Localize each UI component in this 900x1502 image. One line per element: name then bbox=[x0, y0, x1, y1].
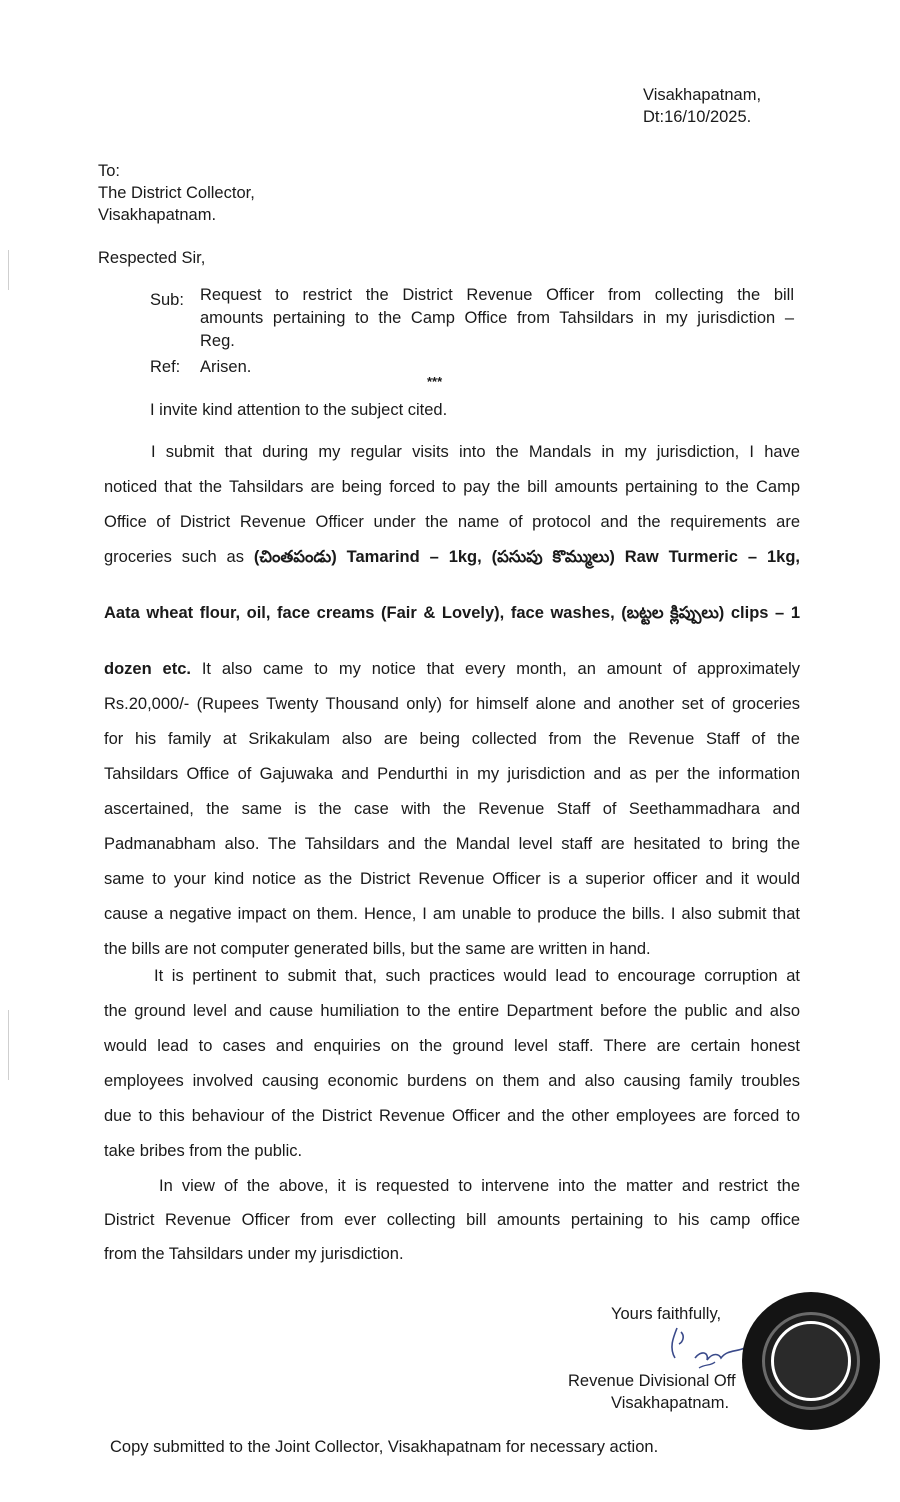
subject-line: amounts pertaining to the Camp Office from Tahsildars in my jurisdiction – bbox=[200, 309, 794, 327]
para-line: same to your kind notice as the District Revenue Officer is a superior officer and it would bbox=[104, 870, 800, 888]
para-line: Tahsildars Office of Gajuwaka and Pendurthi in my jurisdiction and as per the information bbox=[104, 765, 800, 783]
para-text: It also came to my notice that every month, an amount of approximately bbox=[190, 660, 800, 678]
para-line: for his family at Srikakulam also are being collected from the Revenue Staff of the bbox=[104, 730, 800, 748]
salutation: Respected Sir, bbox=[98, 249, 206, 267]
floating-circle-button[interactable] bbox=[742, 1292, 880, 1430]
separator-stars: *** bbox=[427, 374, 443, 389]
para-line: employees involved causing economic burdens on them and also causing family troubles bbox=[104, 1072, 800, 1090]
bold-text: Aata wheat flour, oil, face creams (Fair & Lovely), face washes, (బట్టల క్లిప్పులు) clips – 1 bbox=[104, 604, 800, 622]
bold-text: dozen etc. bbox=[104, 660, 191, 678]
letter-place: Visakhapatnam, bbox=[643, 86, 762, 104]
letter-date: Dt:16/10/2025. bbox=[643, 108, 752, 126]
address-recipient: The District Collector, bbox=[98, 184, 255, 202]
para-line: noticed that the Tahsildars are being forced to pay the bill amounts pertaining to the Camp bbox=[104, 478, 800, 496]
subject-text bbox=[200, 284, 794, 353]
copy-note: Copy submitted to the Joint Collector, Visakhapatnam for necessary action. bbox=[110, 1438, 659, 1456]
scan-mark bbox=[8, 250, 9, 290]
para-line: District Revenue Officer from ever collecting bill amounts pertaining to his camp office bbox=[104, 1211, 800, 1229]
para-line: Office of District Revenue Officer under the name of protocol and the requirements are bbox=[104, 513, 800, 531]
para-line bbox=[104, 546, 800, 602]
para-line bbox=[104, 658, 800, 693]
subject-line: Reg. bbox=[200, 332, 235, 350]
para-line: It is pertinent to submit that, such practices would lead to encourage corruption at bbox=[154, 967, 800, 985]
paragraph-1 bbox=[104, 441, 800, 973]
para-text: groceries such as bbox=[104, 548, 254, 566]
reference-label: Ref: bbox=[150, 358, 181, 376]
para-line: cause a negative impact on them. Hence, I am unable to produce the bills. I also submit that bbox=[104, 905, 800, 923]
para-line: take bribes from the public. bbox=[104, 1142, 303, 1160]
para-line: the bills are not computer generated bills, but the same are written in hand. bbox=[104, 940, 651, 958]
reference-text: Arisen. bbox=[200, 358, 252, 376]
signatory-city: Visakhapatnam. bbox=[611, 1394, 730, 1412]
circle-icon bbox=[771, 1321, 851, 1401]
para-line: due to this behaviour of the District Revenue Officer and the other employees are forced to bbox=[104, 1107, 800, 1125]
para-line bbox=[104, 602, 800, 658]
para-line: I submit that during my regular visits into the Mandals in my jurisdiction, I have bbox=[151, 443, 800, 461]
para-line: Padmanabham also. The Tahsildars and the Mandal level staff are hesitated to bring the bbox=[104, 835, 800, 853]
para-line: ascertained, the same is the case with the Revenue Staff of Seethammadhara and bbox=[104, 800, 800, 818]
scan-mark bbox=[8, 1010, 9, 1080]
paragraph-2 bbox=[104, 965, 800, 1175]
para-line: would lead to cases and enquiries on the ground level staff. There are certain honest bbox=[104, 1037, 800, 1055]
address-to: To: bbox=[98, 162, 121, 180]
paragraph-3 bbox=[104, 1175, 800, 1277]
para-line: from the Tahsildars under my jurisdiction. bbox=[104, 1245, 404, 1263]
signatory-designation: Revenue Divisional Off bbox=[568, 1372, 736, 1390]
para-line: Rs.20,000/- (Rupees Twenty Thousand only) for himself alone and another set of groceries bbox=[104, 695, 800, 713]
subject-label: Sub: bbox=[150, 291, 184, 309]
circle-button-inner bbox=[762, 1312, 860, 1410]
subject-line: Request to restrict the District Revenue Officer from collecting the bill bbox=[200, 286, 794, 304]
bold-text: (చింతపండు) Tamarind – 1kg, (పసుపు కొమ్ములు) Raw Turmeric – 1kg, bbox=[253, 548, 800, 566]
intro-line: I invite kind attention to the subject cited. bbox=[150, 401, 448, 419]
para-line: the ground level and cause humiliation to the entire Department before the public and also bbox=[104, 1002, 800, 1020]
address-city: Visakhapatnam. bbox=[98, 206, 217, 224]
para-line: In view of the above, it is requested to intervene into the matter and restrict the bbox=[159, 1177, 800, 1195]
valediction: Yours faithfully, bbox=[611, 1305, 722, 1323]
